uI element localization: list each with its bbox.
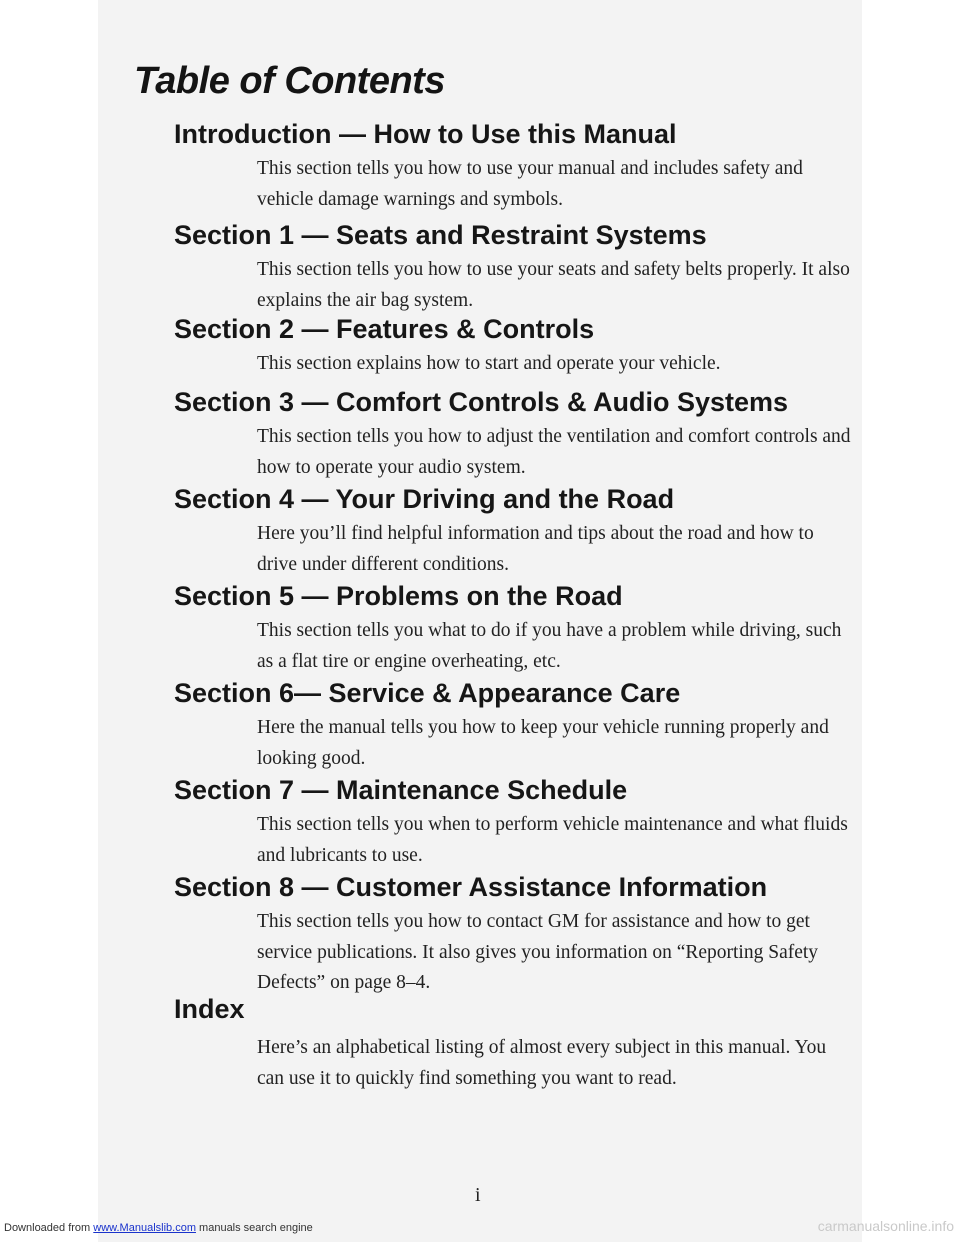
download-notice [4, 1222, 313, 1234]
page-number: i [475, 1184, 481, 1206]
toc-entry-heading: Section 1 — Seats and Restraint Systems [174, 220, 707, 250]
toc-entry-heading: Section 5 — Problems on the Road [174, 581, 623, 611]
toc-entry-description: This section tells you when to perform vehicle maintenance and what fluids and lubricants to use. [257, 814, 848, 866]
toc-entry-heading: Section 7 — Maintenance Schedule [174, 775, 628, 805]
download-notice-suffix: manuals search engine [199, 1222, 313, 1234]
download-notice-prefix: Downloaded from [4, 1222, 91, 1234]
toc-entry-description: This section tells you how to adjust the ventilation and comfort controls and how to operate your audio system. [257, 426, 851, 478]
toc-entry-heading: Section 8 — Customer Assistance Information [174, 872, 768, 902]
toc-entry-heading: Section 6— Service & Appearance Care [174, 678, 681, 708]
toc-entry-heading: Section 3 — Comfort Controls & Audio Systems [174, 387, 789, 417]
toc-entry-description: Here you’ll find helpful information and tips about the road and how to drive under different conditions. [257, 523, 814, 575]
toc-entry-heading: Section 4 — Your Driving and the Road [174, 484, 675, 514]
toc-entry-description: This section explains how to start and operate your vehicle. [257, 353, 721, 374]
toc-entry-description: This section tells you how to contact GM for assistance and how to get service publications. It also gives you information on “Reporting Safety Defects” on page 8–4. [257, 911, 819, 993]
toc-entry-description: Here the manual tells you how to keep your vehicle running properly and looking good. [257, 717, 829, 769]
toc-entry-heading: Index [174, 994, 245, 1024]
manualslib-link[interactable]: www.Manualslib.com [93, 1222, 196, 1234]
watermark: carmanualsonline.info [817, 1218, 954, 1234]
page-title: Table of Contents [134, 60, 445, 102]
toc-entry-description: Here’s an alphabetical listing of almost every subject in this manual. You can use it to quickly find something you want to read. [257, 1037, 827, 1089]
toc-entry-description: This section tells you how to use your seats and safety belts properly. It also explains the air bag system. [257, 259, 850, 311]
toc-entry-heading: Section 2 — Features & Controls [174, 314, 595, 344]
toc-entry-description: This section tells you what to do if you have a problem while driving, such as a flat tire or engine overheating, etc. [257, 620, 842, 672]
toc-entry-heading: Introduction — How to Use this Manual [174, 119, 677, 149]
toc-entry-description: This section tells you how to use your manual and includes safety and vehicle damage warnings and symbols. [257, 158, 803, 210]
